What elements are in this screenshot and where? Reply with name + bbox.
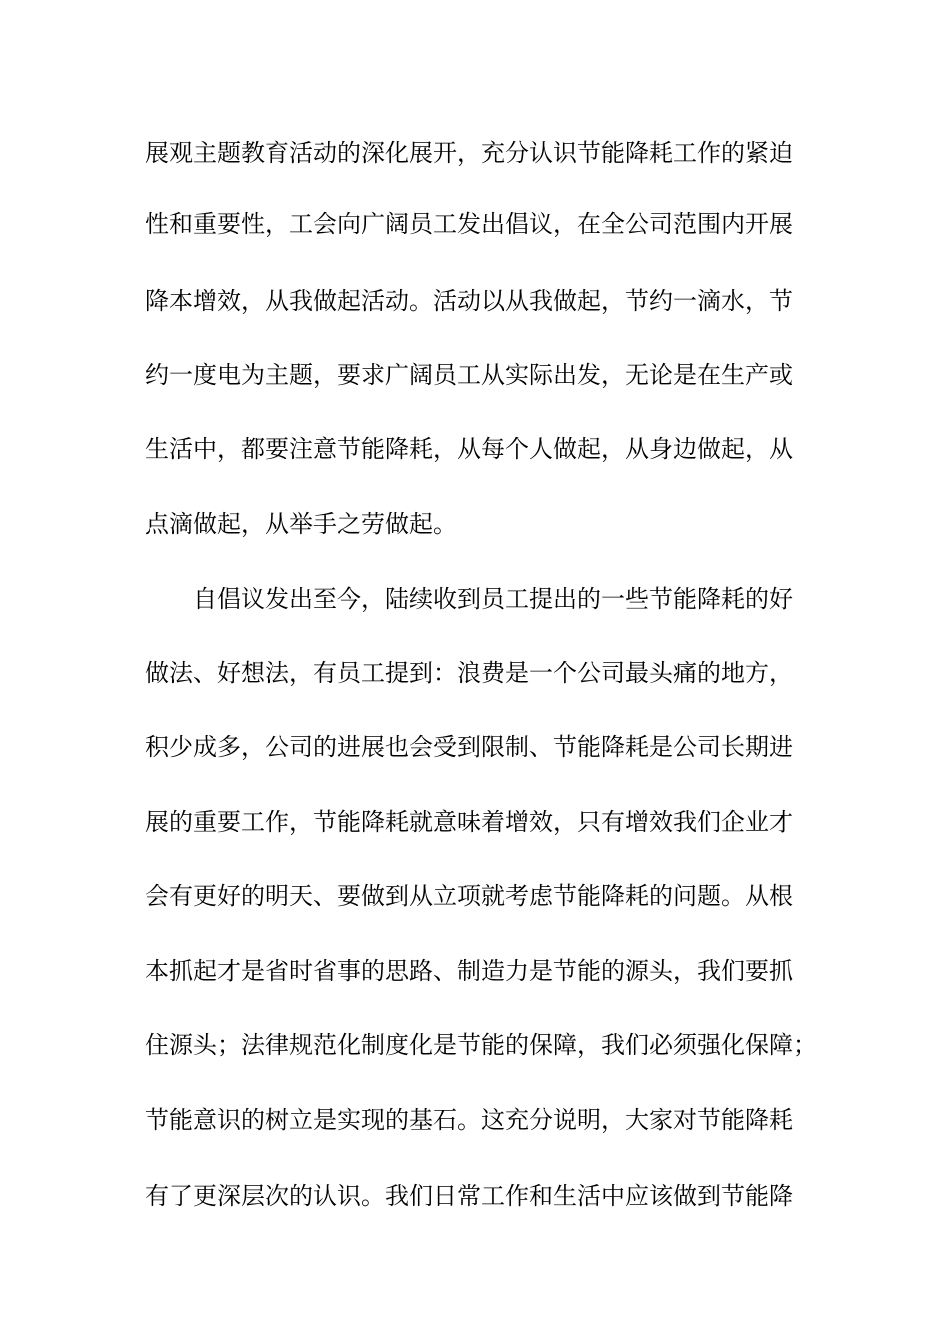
text-line: 住源头；法律规范化制度化是节能的保障，我们必须强化保障； [145,1031,817,1059]
text-line: 做法、好想法，有员工提到：浪费是一个公司最头痛的地方， [145,659,793,687]
text-line: 本抓起才是省时省事的思路、制造力是节能的源头，我们要抓 [145,957,793,985]
text-line: 降本增效，从我做起活动。活动以从我做起，节约一滴水，节 [145,287,793,315]
text-line: 性和重要性，工会向广阔员工发出倡议，在全公司范围内开展 [145,210,793,238]
text-line: 有了更深层次的认识。我们日常工作和生活中应该做到节能降 [145,1182,793,1210]
text-line: 节能意识的树立是实现的基石。这充分说明，大家对节能降耗 [145,1106,793,1134]
text-line: 积少成多，公司的进展也会受到限制、节能降耗是公司长期进 [145,733,793,761]
text-line: 生活中，都要注意节能降耗，从每个人做起，从身边做起，从 [145,435,793,463]
text-line: 展的重要工作，节能降耗就意味着增效，只有增效我们企业才 [145,808,793,836]
text-line: 会有更好的明天、要做到从立项就考虑节能降耗的问题。从根 [145,882,793,910]
text-line: 展观主题教育活动的深化展开，充分认识节能降耗工作的紧迫 [145,139,793,167]
paragraph-first-line: 自倡议发出至今，陆续收到员工提出的一些节能降耗的好 [193,585,793,613]
text-line: 约一度电为主题，要求广阔员工从实际出发，无论是在生产或 [145,361,793,389]
text-line: 点滴做起，从举手之劳做起。 [145,510,457,538]
